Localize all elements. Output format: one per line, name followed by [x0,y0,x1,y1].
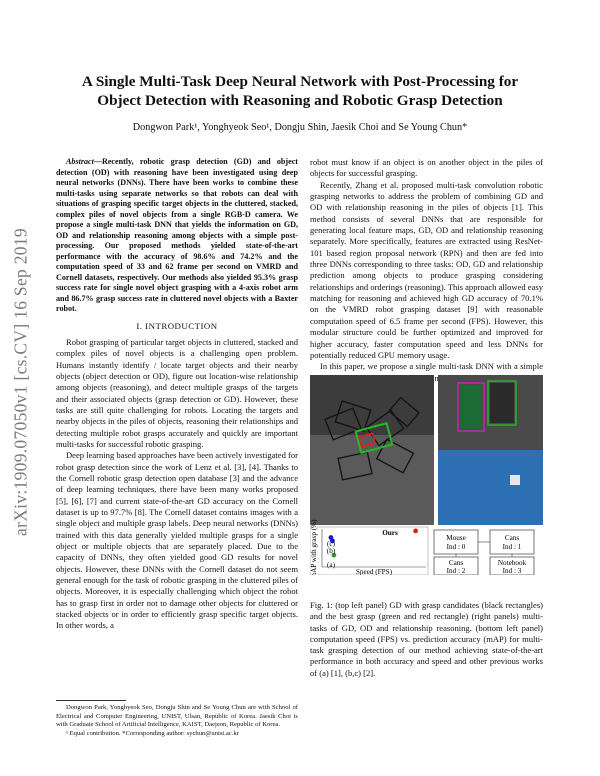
right-column [310,157,543,384]
reasoning-boxes [434,530,534,575]
abstract [56,157,298,315]
box-notebook-index: Ind : 3 [502,567,522,575]
section-heading-introduction: I. INTRODUCTION [136,320,218,331]
box-cans-1-index: Ind : 1 [502,543,522,551]
left-column [56,157,298,632]
footnote-rule [56,700,126,701]
footnotes [56,704,298,738]
intro-paragraph-3: Recently, Zhang et al. proposed multi-task convolution robotic grasping networks to address the problem of combining GD and OD with relationship reasoning in the piles of objects [1]. This method consists of several DNNs that are responsible for generating local feature maps, GD, OD and relationship reasoning separately. More specifically, features are extracted using ResNet-101 based region proposal network (RPN) and then are fed into three DNNs corresponding to three tasks: OD, GD and relationship prediction among objects to produce grasping considering relationships and orderings (reasoning). This approach allowed easy matching for reasoning and achieved high GD accuracy of 70.1% on the VMRD robot grasping dataset [9] with reasonable computation speed of 6.5 frame per second (FPS). However, this modular structure could be further optimized and improved for higher accuracy, faster computation speed and less DNNs for potentially reduced GPU memory usage. [310,179,543,360]
plot-x-axis-label: Speed (FPS) [355,568,393,575]
marker-label-a: (a) [327,561,335,569]
footnote-affiliations: Dongwon Park, Yonghyeok Seo, Dongju Shin and Se Young Chun are with School of Electrical and Computer Engineering, UNIST, Ulsan, Republic of Korea. Jaesik Choi is with Graduate School of Artificial Intelligence, KAIST, Daejeon, Republic of Korea. [56,704,298,729]
intro-paragraph-2: Deep learning based approaches have been actively investigated for robot grasp detection since the work of Lenz et al. [3], [4]. Thanks to the Cornell robotic grasp detection open database [3] and the advance of deep learning techniques, there have been many works proposed [5], [6], [7] and current state-of-the-art GD accuracy on the Cornell dataset is up to 97.7% [8]. The Cornell dataset contains images with a single object and multiple grasp labels. Deep neural networks (DNNs) trained with this data generally yielded multiple grasps for a single object or multiple objects that are separately placed. Due to the capacity of DNNs, they often yielded good GD results for novel objects. However, these DNNs with the Cornell dataset do not seem general enough for the task of robotic grasping in the cluttered piles of objects. Moreover, it is especially challenging which object the robot has to grasp first in order not to damage other objects for cluttered or stacked objects or in order to efficiently grasp specific target objects. In other words, a [56,450,298,631]
plot-point-1 [413,529,418,534]
intro-paragraph-4: In this paper, we propose a single multi-task DNN with a simple [320,361,543,372]
paper-title: A Single Multi-Task Deep Neural Network with Post-Processing for Object Detection with Reasoning and Robotic Grasp Detection [81,73,519,109]
arxiv-identifier-text: arXiv:1909.07050v1 [cs.CV] 16 Sep 2019 [10,228,31,536]
box-mouse-index: Ind : 0 [446,543,466,551]
object-detection-photo [438,375,543,525]
box-cans-2-index: Ind : 2 [446,567,466,575]
box-mouse-name: Mouse [446,534,466,542]
abstract-label: Abstract [66,157,94,166]
author-list: Dongwon Park¹, Yonghyeok Seo¹, Dongju Shin, Jaesik Choi and Se Young Chun* [132,122,468,133]
intro-continued-paragraph: robot must know if an object is on another object in the piles of objects for successful grasping. [310,157,543,179]
marker-label-b: (b) [326,547,336,555]
box-cans-2-name: Cans [448,559,464,567]
arxiv-identifier [2,196,40,568]
accuracy-speed-plot [310,519,428,575]
ours-label: Ours [382,529,398,537]
box-notebook-name: Notebook [497,559,527,567]
footnote-contribution: ¹ Equal contribution. *Corresponding author: sychun@unist.ac.kr [66,729,239,737]
figure-1 [310,375,543,575]
plot-y-axis-label: mAP with grasp (%) [310,519,318,575]
abstract-text: —Recently, robotic grasp detection (GD) and object detection (OD) with reasoning have been investigated using deep neural networks (DNNs). There have been works to combine these multi-tasks using separate networks so that robots can deal with situations of grasping specific target objects in the cluttered, stacked, complex piles of novel objects from a single RGB-D camera. We propose a single multi-task DNN that yields the information on GD, OD and relationship reasoning among objects with a simple post-processing. Our proposed methods yielded state-of-the-art performance with the accuracy of 98.6% and 74.2% and the computation speed of 33 and 62 frame per second on VMRD and Cornell datasets, respectively. Our methods also yielded 95.3% grasp success rate for single novel object grasping with a 4-axis robot arm and 86.7% grasp success rate in cluttered novel objects with a Baxter robot. [56,157,298,313]
figure-1-graphic [310,375,543,575]
intro-paragraph-1: Robot grasping of particular target objects in cluttered, stacked and complex piles of novel objects is a challenging open problem. Humans instantly identify / locate target objects and their nearby objects (object detection or OD), figure out location-wise relationship among objects (reasoning), and detect multiple grasps of the targets and their associated objects (grasp detection or GD). However, these tasks are still quite challenging for robots. Locating the targets and nearby objects in the piles of objects, reasoning their relationships and detecting multiple robot grasps accurately and quickly are important multi-tasks for successful robotic grasping. [56,336,298,449]
grasp-candidates-photo [310,375,434,525]
box-cans-1-name: Cans [504,534,520,542]
figure-1-caption: Fig. 1: (top left panel) GD with grasp candidates (black rectangles) and the best grasp (green and red rectangle) (right panels) multi-tasks of GD, OD and relationship reasoning. (bottom left panel) computation speed (FPS) vs. prediction accuracy (mAP) for multi-task grasping detection of our method achieving state-of-the-art performance in both accuracy and speed and other previous works of (a) [1], (b,c) [2]. [310,600,543,678]
marker-label-c: (c) [327,540,335,548]
